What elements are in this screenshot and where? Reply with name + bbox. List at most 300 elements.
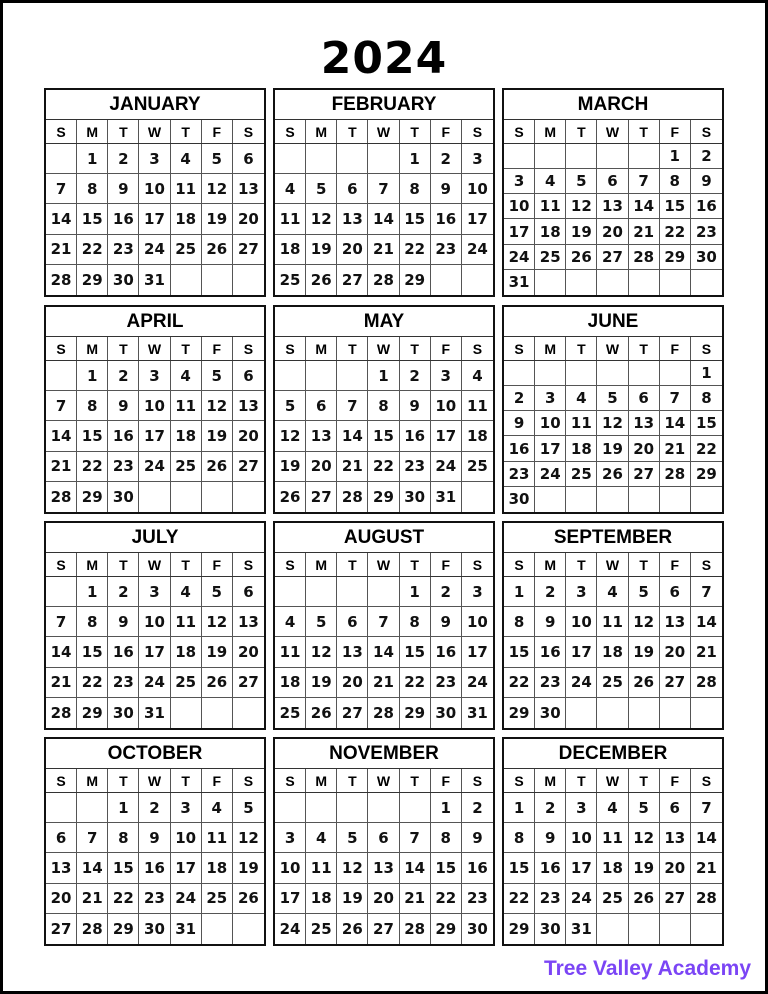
day-cell: 6 xyxy=(337,174,368,204)
day-cell: 12 xyxy=(306,204,337,234)
day-cell: 7 xyxy=(77,823,108,853)
empty-cell xyxy=(629,144,660,169)
day-cell: 1 xyxy=(431,793,462,823)
day-cell: 24 xyxy=(431,452,462,482)
weekday-header xyxy=(504,553,722,577)
empty-cell xyxy=(400,793,431,823)
day-cell: 12 xyxy=(597,411,628,436)
day-cell: 20 xyxy=(660,637,691,667)
day-cell: 19 xyxy=(202,204,233,234)
day-cell: 5 xyxy=(597,386,628,411)
weekday-label: W xyxy=(368,769,399,792)
month-title: JULY xyxy=(46,523,264,553)
day-cell: 13 xyxy=(233,607,264,637)
day-cell: 1 xyxy=(77,577,108,607)
day-cell: 10 xyxy=(139,391,170,421)
day-cell: 11 xyxy=(171,607,202,637)
day-cell: 20 xyxy=(337,668,368,698)
day-cell: 9 xyxy=(504,411,535,436)
day-cell: 28 xyxy=(368,265,399,295)
day-cell: 29 xyxy=(108,914,139,944)
month-title: MARCH xyxy=(504,90,722,120)
weekday-header xyxy=(46,553,264,577)
day-cell: 20 xyxy=(233,204,264,234)
day-cell: 21 xyxy=(337,452,368,482)
day-cell: 28 xyxy=(46,265,77,295)
weekday-label: T xyxy=(171,337,202,360)
day-cell: 16 xyxy=(108,421,139,451)
day-cell: 24 xyxy=(139,452,170,482)
day-cell: 19 xyxy=(202,637,233,667)
weekday-label: M xyxy=(535,769,566,792)
day-cell: 21 xyxy=(368,235,399,265)
day-grid xyxy=(275,144,493,295)
weekday-label: S xyxy=(243,556,254,573)
day-cell: 17 xyxy=(462,637,493,667)
empty-cell xyxy=(233,698,264,728)
day-cell: 27 xyxy=(597,245,628,270)
day-cell: 10 xyxy=(275,853,306,883)
day-cell: 2 xyxy=(139,793,170,823)
day-cell: 6 xyxy=(337,607,368,637)
day-cell: 12 xyxy=(566,194,597,219)
weekday-label: F xyxy=(660,553,691,576)
day-cell: 10 xyxy=(504,194,535,219)
weekday-label: S xyxy=(243,772,254,789)
empty-cell xyxy=(171,265,202,295)
day-cell: 31 xyxy=(139,698,170,728)
empty-cell xyxy=(597,270,628,295)
weekday-label: T xyxy=(566,337,597,360)
empty-cell xyxy=(660,914,691,944)
day-cell: 8 xyxy=(400,607,431,637)
day-cell: 30 xyxy=(535,698,566,728)
weekday-label: S xyxy=(701,123,712,140)
weekday-header xyxy=(275,769,493,793)
weekday-label: W xyxy=(368,337,399,360)
day-cell: 26 xyxy=(337,914,368,944)
day-cell: 22 xyxy=(504,884,535,914)
day-cell: 15 xyxy=(108,853,139,883)
day-cell: 11 xyxy=(462,391,493,421)
day-cell: 22 xyxy=(77,668,108,698)
empty-cell xyxy=(77,793,108,823)
day-cell: 30 xyxy=(108,265,139,295)
day-cell: 4 xyxy=(171,144,202,174)
month-january xyxy=(44,88,266,297)
day-cell: 11 xyxy=(171,174,202,204)
empty-cell xyxy=(566,487,597,512)
day-cell: 15 xyxy=(368,421,399,451)
day-cell: 5 xyxy=(337,823,368,853)
day-cell: 7 xyxy=(691,577,722,607)
day-cell: 1 xyxy=(77,361,108,391)
day-cell: 26 xyxy=(233,884,264,914)
month-title: OCTOBER xyxy=(46,739,264,769)
day-cell: 11 xyxy=(566,411,597,436)
weekday-label: T xyxy=(629,553,660,576)
weekday-label: W xyxy=(368,553,399,576)
weekday-label: T xyxy=(566,120,597,143)
day-cell: 23 xyxy=(431,668,462,698)
weekday-label: S xyxy=(46,337,77,360)
weekday-label: F xyxy=(202,337,233,360)
day-cell: 31 xyxy=(466,703,488,722)
day-cell: 5 xyxy=(275,391,306,421)
empty-cell xyxy=(275,144,306,174)
day-cell: 19 xyxy=(306,668,337,698)
day-cell: 4 xyxy=(535,169,566,194)
day-cell: 19 xyxy=(306,235,337,265)
day-cell: 12 xyxy=(202,391,233,421)
empty-cell xyxy=(691,914,722,944)
day-cell: 23 xyxy=(400,452,431,482)
empty-cell xyxy=(337,577,368,607)
month-title: APRIL xyxy=(46,307,264,337)
month-title: JUNE xyxy=(504,307,722,337)
day-cell: 26 xyxy=(566,245,597,270)
empty-cell xyxy=(202,698,233,728)
month-title: FEBRUARY xyxy=(275,90,493,120)
month-december xyxy=(502,737,724,946)
day-cell: 2 xyxy=(431,577,462,607)
day-cell: 7 xyxy=(629,169,660,194)
day-cell: 24 xyxy=(462,235,493,265)
day-cell: 13 xyxy=(306,421,337,451)
day-cell: 26 xyxy=(306,265,337,295)
weekday-label: M xyxy=(77,337,108,360)
day-cell: 14 xyxy=(629,194,660,219)
day-cell: 9 xyxy=(108,607,139,637)
day-cell: 9 xyxy=(108,174,139,204)
day-cell: 8 xyxy=(504,607,535,637)
day-cell: 26 xyxy=(629,884,660,914)
day-cell: 20 xyxy=(337,235,368,265)
day-cell: 8 xyxy=(108,823,139,853)
day-cell: 25 xyxy=(171,235,202,265)
weekday-label: W xyxy=(139,769,170,792)
day-cell: 17 xyxy=(171,853,202,883)
day-cell: 25 xyxy=(597,884,628,914)
day-cell: 23 xyxy=(535,668,566,698)
day-cell: 14 xyxy=(337,421,368,451)
weekday-label: S xyxy=(46,553,77,576)
day-cell: 24 xyxy=(171,884,202,914)
weekday-label: T xyxy=(337,120,368,143)
day-cell: 31 xyxy=(566,914,597,944)
day-cell: 8 xyxy=(368,391,399,421)
month-november xyxy=(273,737,495,946)
day-cell: 9 xyxy=(431,607,462,637)
empty-cell xyxy=(337,144,368,174)
month-august xyxy=(273,521,495,730)
day-cell: 26 xyxy=(202,668,233,698)
weekday-label: W xyxy=(597,553,628,576)
day-cell: 25 xyxy=(535,245,566,270)
day-cell: 30 xyxy=(535,914,566,944)
weekday-label: T xyxy=(337,337,368,360)
day-cell: 24 xyxy=(139,668,170,698)
empty-cell xyxy=(46,577,77,607)
empty-cell xyxy=(275,793,306,823)
day-cell: 9 xyxy=(535,607,566,637)
empty-cell xyxy=(691,698,722,728)
day-cell: 1 xyxy=(400,577,431,607)
month-title: DECEMBER xyxy=(504,739,722,769)
day-cell: 27 xyxy=(233,235,264,265)
day-cell: 10 xyxy=(462,174,493,204)
weekday-label: W xyxy=(597,337,628,360)
weekday-label: T xyxy=(108,337,139,360)
day-cell: 14 xyxy=(400,853,431,883)
day-cell: 7 xyxy=(691,793,722,823)
weekday-label: M xyxy=(306,769,337,792)
day-cell: 7 xyxy=(368,607,399,637)
empty-cell xyxy=(504,144,535,169)
weekday-label: S xyxy=(275,337,306,360)
day-cell: 23 xyxy=(431,235,462,265)
weekday-label: S xyxy=(701,340,712,357)
weekday-label: T xyxy=(171,769,202,792)
day-cell: 20 xyxy=(233,637,264,667)
day-cell: 6 xyxy=(660,793,691,823)
day-cell: 22 xyxy=(504,668,535,698)
weekday-label: T xyxy=(108,120,139,143)
day-cell: 16 xyxy=(691,194,722,219)
day-cell: 12 xyxy=(202,174,233,204)
day-cell: 4 xyxy=(171,361,202,391)
weekday-label: W xyxy=(139,553,170,576)
day-cell: 22 xyxy=(660,219,691,244)
empty-cell xyxy=(660,270,691,295)
day-cell: 25 xyxy=(306,914,337,944)
day-cell: 19 xyxy=(597,436,628,461)
empty-cell xyxy=(368,577,399,607)
day-cell: 8 xyxy=(691,386,722,411)
weekday-label: S xyxy=(243,123,254,140)
day-grid xyxy=(504,361,722,512)
day-grid xyxy=(46,577,264,728)
weekday-label: S xyxy=(275,120,306,143)
day-cell: 20 xyxy=(597,219,628,244)
day-cell: 1 xyxy=(77,144,108,174)
day-cell: 4 xyxy=(275,174,306,204)
weekday-label: F xyxy=(660,120,691,143)
day-cell: 29 xyxy=(660,245,691,270)
weekday-label: T xyxy=(108,553,139,576)
weekday-label: S xyxy=(701,556,712,573)
day-cell: 3 xyxy=(275,823,306,853)
day-cell: 18 xyxy=(171,204,202,234)
weekday-label: S xyxy=(46,769,77,792)
month-september xyxy=(502,521,724,730)
empty-cell xyxy=(597,361,628,386)
day-cell: 3 xyxy=(139,577,170,607)
day-cell: 1 xyxy=(504,577,535,607)
weekday-label: M xyxy=(306,120,337,143)
day-cell: 12 xyxy=(233,823,264,853)
empty-cell xyxy=(629,361,660,386)
empty-cell xyxy=(337,793,368,823)
day-cell: 19 xyxy=(629,637,660,667)
weekday-header xyxy=(46,120,264,144)
weekday-label: W xyxy=(139,337,170,360)
day-cell: 18 xyxy=(275,235,306,265)
day-cell: 28 xyxy=(337,482,368,512)
day-cell: 6 xyxy=(597,169,628,194)
day-cell: 22 xyxy=(368,452,399,482)
day-cell: 29 xyxy=(400,265,431,295)
empty-cell xyxy=(566,144,597,169)
day-cell: 5 xyxy=(306,607,337,637)
empty-cell xyxy=(597,144,628,169)
day-cell: 5 xyxy=(629,577,660,607)
weekday-label: M xyxy=(306,337,337,360)
day-cell: 21 xyxy=(77,884,108,914)
empty-cell xyxy=(535,487,566,512)
day-cell: 18 xyxy=(597,637,628,667)
weekday-label: S xyxy=(504,120,535,143)
day-cell: 14 xyxy=(77,853,108,883)
weekday-header xyxy=(504,120,722,144)
day-cell: 25 xyxy=(171,668,202,698)
day-cell: 18 xyxy=(597,853,628,883)
weekday-label: S xyxy=(46,120,77,143)
day-cell: 23 xyxy=(691,219,722,244)
day-cell: 26 xyxy=(275,482,306,512)
day-cell: 15 xyxy=(504,853,535,883)
day-cell: 21 xyxy=(691,637,722,667)
day-cell: 18 xyxy=(462,421,493,451)
day-cell: 13 xyxy=(46,853,77,883)
weekday-header xyxy=(504,337,722,361)
day-grid xyxy=(275,361,493,512)
day-cell: 17 xyxy=(566,853,597,883)
day-cell: 22 xyxy=(77,452,108,482)
day-cell: 12 xyxy=(202,607,233,637)
empty-cell xyxy=(171,482,202,512)
day-cell: 27 xyxy=(660,884,691,914)
day-cell: 15 xyxy=(660,194,691,219)
weekday-label: F xyxy=(202,120,233,143)
day-cell: 6 xyxy=(233,361,264,391)
day-cell: 28 xyxy=(46,482,77,512)
day-cell: 23 xyxy=(504,462,535,487)
day-cell: 26 xyxy=(202,235,233,265)
weekday-label: F xyxy=(660,337,691,360)
day-cell: 5 xyxy=(306,174,337,204)
weekday-label: T xyxy=(400,337,431,360)
day-cell: 30 xyxy=(504,487,535,512)
day-cell: 9 xyxy=(691,169,722,194)
day-cell: 2 xyxy=(108,577,139,607)
day-cell: 1 xyxy=(400,144,431,174)
empty-cell xyxy=(202,914,233,944)
weekday-label: S xyxy=(504,337,535,360)
day-cell: 28 xyxy=(400,914,431,944)
day-cell: 27 xyxy=(233,668,264,698)
day-cell: 9 xyxy=(400,391,431,421)
day-cell: 3 xyxy=(566,577,597,607)
day-cell: 14 xyxy=(368,204,399,234)
day-cell: 27 xyxy=(337,265,368,295)
day-cell: 1 xyxy=(108,793,139,823)
month-title: JANUARY xyxy=(46,90,264,120)
day-cell: 6 xyxy=(233,144,264,174)
month-title: NOVEMBER xyxy=(275,739,493,769)
day-cell: 9 xyxy=(108,391,139,421)
day-cell: 26 xyxy=(629,668,660,698)
weekday-label: F xyxy=(431,120,462,143)
weekday-label: W xyxy=(139,120,170,143)
weekday-label: S xyxy=(275,553,306,576)
day-cell: 22 xyxy=(400,668,431,698)
day-cell: 29 xyxy=(504,698,535,728)
day-cell: 4 xyxy=(306,823,337,853)
day-cell: 9 xyxy=(535,823,566,853)
day-grid xyxy=(46,144,264,295)
day-cell: 14 xyxy=(691,823,722,853)
empty-cell xyxy=(535,144,566,169)
day-cell: 2 xyxy=(462,793,493,823)
empty-cell xyxy=(597,914,628,944)
weekday-label: M xyxy=(535,553,566,576)
day-cell: 22 xyxy=(77,235,108,265)
weekday-label: T xyxy=(108,769,139,792)
day-cell: 24 xyxy=(275,914,306,944)
empty-cell xyxy=(566,698,597,728)
day-cell: 10 xyxy=(462,607,493,637)
day-cell: 13 xyxy=(368,853,399,883)
empty-cell xyxy=(275,577,306,607)
day-cell: 10 xyxy=(535,411,566,436)
day-cell: 19 xyxy=(202,421,233,451)
weekday-label: T xyxy=(400,120,431,143)
day-cell: 29 xyxy=(504,914,535,944)
day-cell: 31 xyxy=(139,265,170,295)
day-cell: 25 xyxy=(202,884,233,914)
empty-cell xyxy=(306,577,337,607)
day-cell: 29 xyxy=(77,265,108,295)
day-cell: 3 xyxy=(566,793,597,823)
day-cell: 8 xyxy=(400,174,431,204)
month-march xyxy=(502,88,724,297)
day-cell: 15 xyxy=(431,853,462,883)
day-cell: 18 xyxy=(202,853,233,883)
empty-cell xyxy=(629,487,660,512)
day-cell: 7 xyxy=(337,391,368,421)
empty-cell xyxy=(629,270,660,295)
empty-cell xyxy=(431,265,462,295)
day-cell: 10 xyxy=(139,607,170,637)
day-cell: 3 xyxy=(431,361,462,391)
day-cell: 14 xyxy=(660,411,691,436)
empty-cell xyxy=(566,361,597,386)
empty-cell xyxy=(202,482,233,512)
year-title: 2024 xyxy=(320,33,448,84)
day-cell: 20 xyxy=(368,884,399,914)
day-cell: 13 xyxy=(660,607,691,637)
day-cell: 24 xyxy=(535,462,566,487)
day-cell: 25 xyxy=(597,668,628,698)
day-cell: 9 xyxy=(139,823,170,853)
day-cell: 30 xyxy=(431,698,462,728)
day-cell: 29 xyxy=(400,698,431,728)
day-cell: 27 xyxy=(660,668,691,698)
day-cell: 3 xyxy=(171,793,202,823)
weekday-label: T xyxy=(400,769,431,792)
day-cell: 26 xyxy=(202,452,233,482)
